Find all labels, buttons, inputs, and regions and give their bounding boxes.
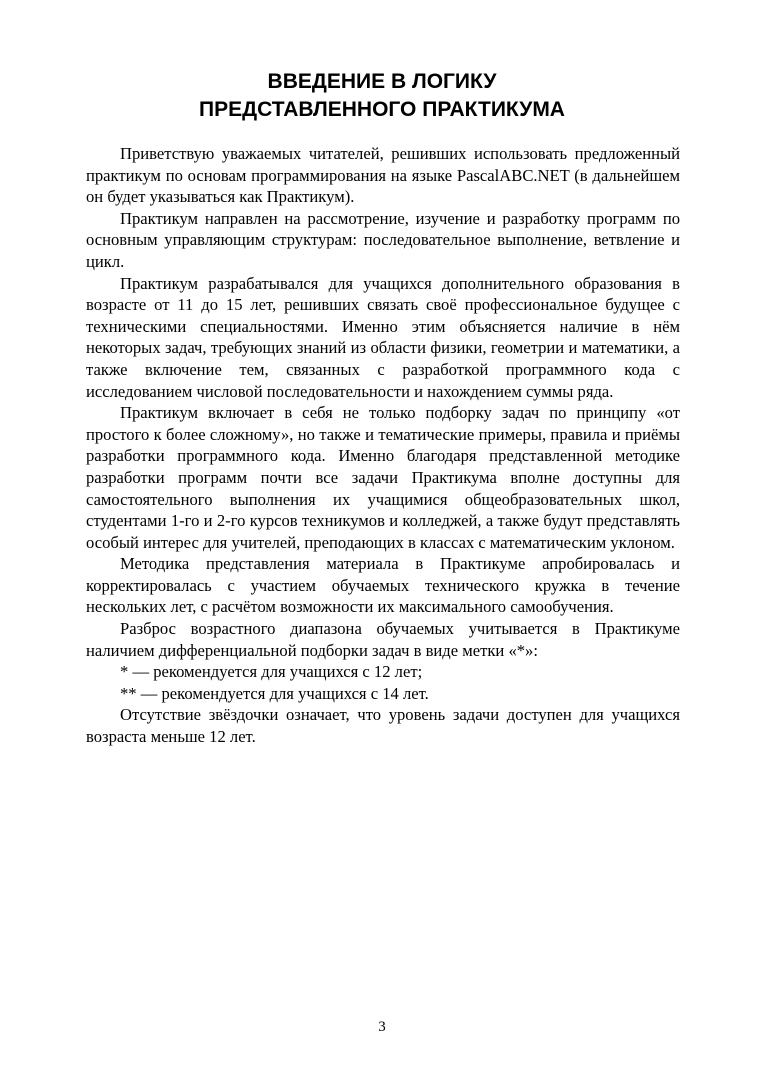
page-title-line-1: ВВЕДЕНИЕ В ЛОГИКУ	[267, 70, 497, 93]
paragraph-two-stars: ** — рекомендуется для учащихся с 14 лет.	[120, 683, 429, 703]
paragraph-content: Практикум включает в себя не только подборку задач по принципу «от простого к более сложному», но также и тематические примеры, правила и приёмы разработки программного кода. Именно благодаря представленной методике разработки программ почти все задачи Практикума вполне доступны для самостоятельного выполнения их учащимися общеобразовательных школ, студентами 1-го и 2-го курсов техникумов и колледжей, а также будут представлять особый интерес для учителей, преподающих в классах с математическим уклоном.	[86, 403, 680, 552]
page-number: 3	[378, 1019, 386, 1035]
paragraph-no-star: Отсутствие звёздочки означает, что уровень задачи доступен для учащихся возраста меньше 12 лет.	[86, 705, 680, 747]
body-text	[86, 143, 680, 748]
paragraph-audience: Практикум разрабатывался для учащихся дополнительного образования в возрасте от 11 до 15 лет, решивших связать своё профессиональное будущее с техническими специальностями. Именно этим объясняется наличие в нём некоторых задач, требующих знаний из области физики, геометрии и математики, а также включение тем, связанных с разработкой программного кода с исследованием числовой последовательности и нахождением суммы ряда.	[86, 273, 680, 401]
paragraph-purpose: Практикум направлен на рассмотрение, изучение и разработку программ по основным управляющим структурам: последовательное выполнение, ветвление и цикл.	[86, 208, 680, 271]
page-title	[0, 68, 764, 124]
paragraph-one-star: * — рекомендуется для учащихся с 12 лет;	[120, 662, 423, 682]
paragraph-age-range: Разброс возрастного диапазона обучаемых учитывается в Практикуме наличием дифференциальной подборки задач в виде метки «*»:	[86, 619, 680, 660]
paragraph-greeting: Приветствую уважаемых читателей, решивших использовать предложенный практикум по основам программирования на языке PascalABC.NET (в дальнейшем он будет указываться как Практикум).	[86, 144, 680, 207]
paragraph-methodology: Методика представления материала в Практикуме апробировалась и корректировалась с участием обучаемых технического кружка в течение нескольких лет, с расчётом возможности их максимального самообучения.	[86, 554, 680, 617]
page-title-line-2: ПРЕДСТАВЛЕННОГО ПРАКТИКУМА	[199, 98, 565, 121]
